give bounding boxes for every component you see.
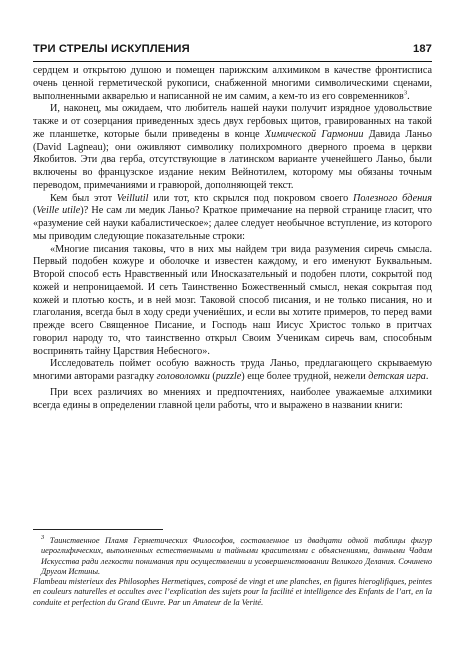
paragraph-6: При всех различиях во мнениях и предпочтениях, наиболее уважаемые алхимики всегда едины в определении главной цели работы, что и выражено в названии книги: xyxy=(33,386,432,411)
quotation-paragraph: «Многие писания таковы, что в них мы найдем три вида разумения сиречь смысла. Первый подобен кожуре и оболочке и известен каждому, и его именуют Буквальным. Второй способ есть Нравственный или Иносказательный и подобен плоти, сокрытой под кожей и непроницаемой. И сеть Таинственно Божественный смысл, некая сокрытая под кожей и плотью кость, и в ней мозг. Таковой способ писания, и не только писания, но и глаголания, всегда был в ходу среди учениёших, и если вы хотите примеров, то перед вами прежде всего Священное Писание, и Господь наш Иисус Христос только в притчах говорил народу то, что таинственно открыл Своим Ученикам сиречь вам, способным воспринять тайну Царствия Небесного». xyxy=(33,243,432,357)
paragraph-2: И, наконец, мы ожидаем, что любитель нашей науки получит изрядное удовольствие также и от созерцания приведенных здесь двух гербовых щитов, гравированных на такой же планшетке, которые были приведены в конце Химической Гармонии Давида Ланьо (David Lagneau); они оживляют символику полихромного дверного проема в церкви Якобитов. Эти два герба, отсутствующие в латинском варианте ученейшего Ланьо, были включены во французское издание неким Вейнотилем, которому мы обязаны точным переводом, примечаниями и гравюрой, дополняющей текст. xyxy=(33,103,432,191)
running-title: ТРИ СТРЕЛЫ ИСКУПЛЕНИЯ xyxy=(33,43,190,55)
footnote-ref: 3 xyxy=(403,89,408,97)
footnote-mark: 3 xyxy=(41,534,45,542)
page-number: 187 xyxy=(413,43,432,55)
footnotes xyxy=(33,536,432,608)
paragraph-1: сердцем и открытою душою и помещен парижским алхимиком в качестве фронтисписа очень ценной герметической рукописи, снабженной многими символическими сценами, выполненными акварелью и написанной не им самим, а кем-то из его современников$^3$. xyxy=(33,65,432,102)
paragraph-5: Исследователь поймет особую важность труда Ланьо, предлагающего скрываемую многими авторами разгадку головоломки (puzzle) еще более трудной, нежели детская игра. xyxy=(33,358,432,382)
footnote-3-french: Flambeau misterieux des Philosophes Hermetiques, composé de vingt et une planches, en figures hieroglifiques, peintes en couleurs naturelles et occultes avec l’explication des sujets pour la facilité et intelligence des Enfants de l’art, en la conduite et perfection du Grand Œuvre. Par un Amateur de la Verité. xyxy=(33,577,432,607)
running-header xyxy=(33,43,432,55)
footnote-rule xyxy=(33,529,163,530)
body-text xyxy=(33,65,432,412)
header-rule xyxy=(33,61,432,62)
paragraph-3: Кем был этот Veillutil или тот, кто скрылся под покровом своего Полезного бдения (Veille utile)? Не сам ли медик Ланьо? Краткое примечание на первой странице гласит, что «разумение сей науки кабалистическое»; далее следует необычное вступление, из которого мы приводим следующие показательные строки: xyxy=(33,192,433,242)
footnote-3: $^3$ Таинственное Пламя Герметических Философов, составленное из двадцати одной таблицы фигур иероглифических, выполненных естественными и тайными красителями с объяснениями, данными Чадам Искусства ради легкости понимания при осуществлении и усовершенствовании Великого Делания. Сочинено Другом Истины. xyxy=(41,534,432,576)
